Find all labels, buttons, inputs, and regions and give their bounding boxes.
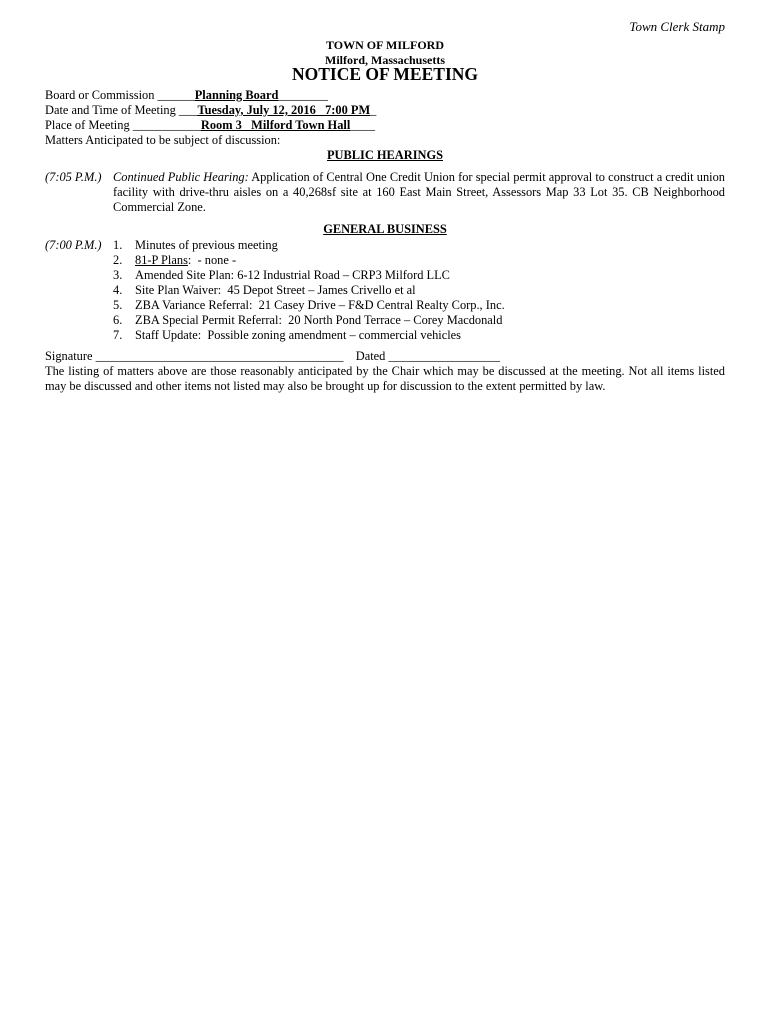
list-item xyxy=(113,298,725,313)
item-number: 2. xyxy=(113,253,123,267)
datetime-label: Date and Time of Meeting ___ xyxy=(45,103,198,117)
item-text: ZBA Special Permit Referral: 20 North Pond Terrace – Corey Macdonald xyxy=(135,313,503,327)
list-item xyxy=(113,313,725,328)
notice-title: NOTICE OF MEETING xyxy=(291,64,479,84)
public-hearings-heading: PUBLIC HEARINGS xyxy=(326,148,443,162)
signature-label: Signature ________________________________________ xyxy=(45,349,344,363)
item-number: 4. xyxy=(113,283,123,297)
item-number: 7. xyxy=(113,328,123,342)
general-business-heading: GENERAL BUSINESS xyxy=(323,222,447,236)
hearing-text xyxy=(113,170,725,215)
list-item xyxy=(113,328,725,343)
hearing-time: (7:05 P.M.) xyxy=(45,170,102,184)
town-clerk-stamp-label: Town Clerk Stamp xyxy=(629,19,725,34)
hearing-title: Continued Public Hearing: xyxy=(113,170,249,184)
item-number: 3. xyxy=(113,268,123,282)
list-item xyxy=(113,283,725,298)
general-business-time: (7:00 P.M.) xyxy=(45,238,102,252)
list-item xyxy=(113,268,725,283)
town-location: Milford, Massachusetts xyxy=(325,53,445,67)
place-label: Place of Meeting ___________ xyxy=(45,118,201,132)
list-item xyxy=(113,253,725,268)
public-hearing-item xyxy=(45,170,725,215)
general-business-list xyxy=(113,238,725,343)
item-text: Amended Site Plan: 6-12 Industrial Road – CRP3 Milford LLC xyxy=(135,268,450,282)
board-field xyxy=(45,88,328,103)
matters-label: Matters Anticipated to be subject of discussion: xyxy=(45,133,281,147)
item-lead: 81-P Plans xyxy=(135,253,188,267)
town-name: TOWN OF MILFORD xyxy=(325,38,444,52)
item-text: Site Plan Waiver: 45 Depot Street – James Crivello et al xyxy=(135,283,416,297)
signature-line xyxy=(45,349,500,364)
board-trail: ________ xyxy=(278,88,328,102)
item-text: : - none - xyxy=(187,253,237,267)
item-text: Minutes of previous meeting xyxy=(135,238,278,252)
place-field xyxy=(45,118,375,133)
dated-label: Dated __________________ xyxy=(355,349,500,363)
board-label: Board or Commission ______ xyxy=(45,88,195,102)
item-number: 6. xyxy=(113,313,123,327)
item-text: Staff Update: Possible zoning amendment – commercial vehicles xyxy=(135,328,461,342)
datetime-field xyxy=(45,103,376,118)
datetime-trail: _ xyxy=(370,103,377,117)
list-item xyxy=(113,238,725,253)
disclaimer-text: The listing of matters above are those reasonably anticipated by the Chair which may be discussed at the meeting. Not all items listed may be discussed and other items not listed may also be brought up for discussion to the extent permitted by law. xyxy=(45,364,725,393)
hearing-description: Application of Central One Credit Union for special permit approval to construct a credit union facility with drive-thru aisles on a 40,268sf site at 160 East Main Street, Assessors Map 33 Lot 35. CB Neighborhood Commercial Zone. xyxy=(113,170,725,214)
place-value: Room 3 Milford Town Hall xyxy=(200,118,351,132)
item-text: ZBA Variance Referral: 21 Casey Drive – F&D Central Realty Corp., Inc. xyxy=(135,298,505,312)
place-trail: ____ xyxy=(350,118,376,132)
item-number: 5. xyxy=(113,298,123,312)
board-value: Planning Board xyxy=(194,88,279,102)
item-number: 1. xyxy=(113,238,123,252)
datetime-value: Tuesday, July 12, 2016 7:00 PM xyxy=(197,103,371,117)
